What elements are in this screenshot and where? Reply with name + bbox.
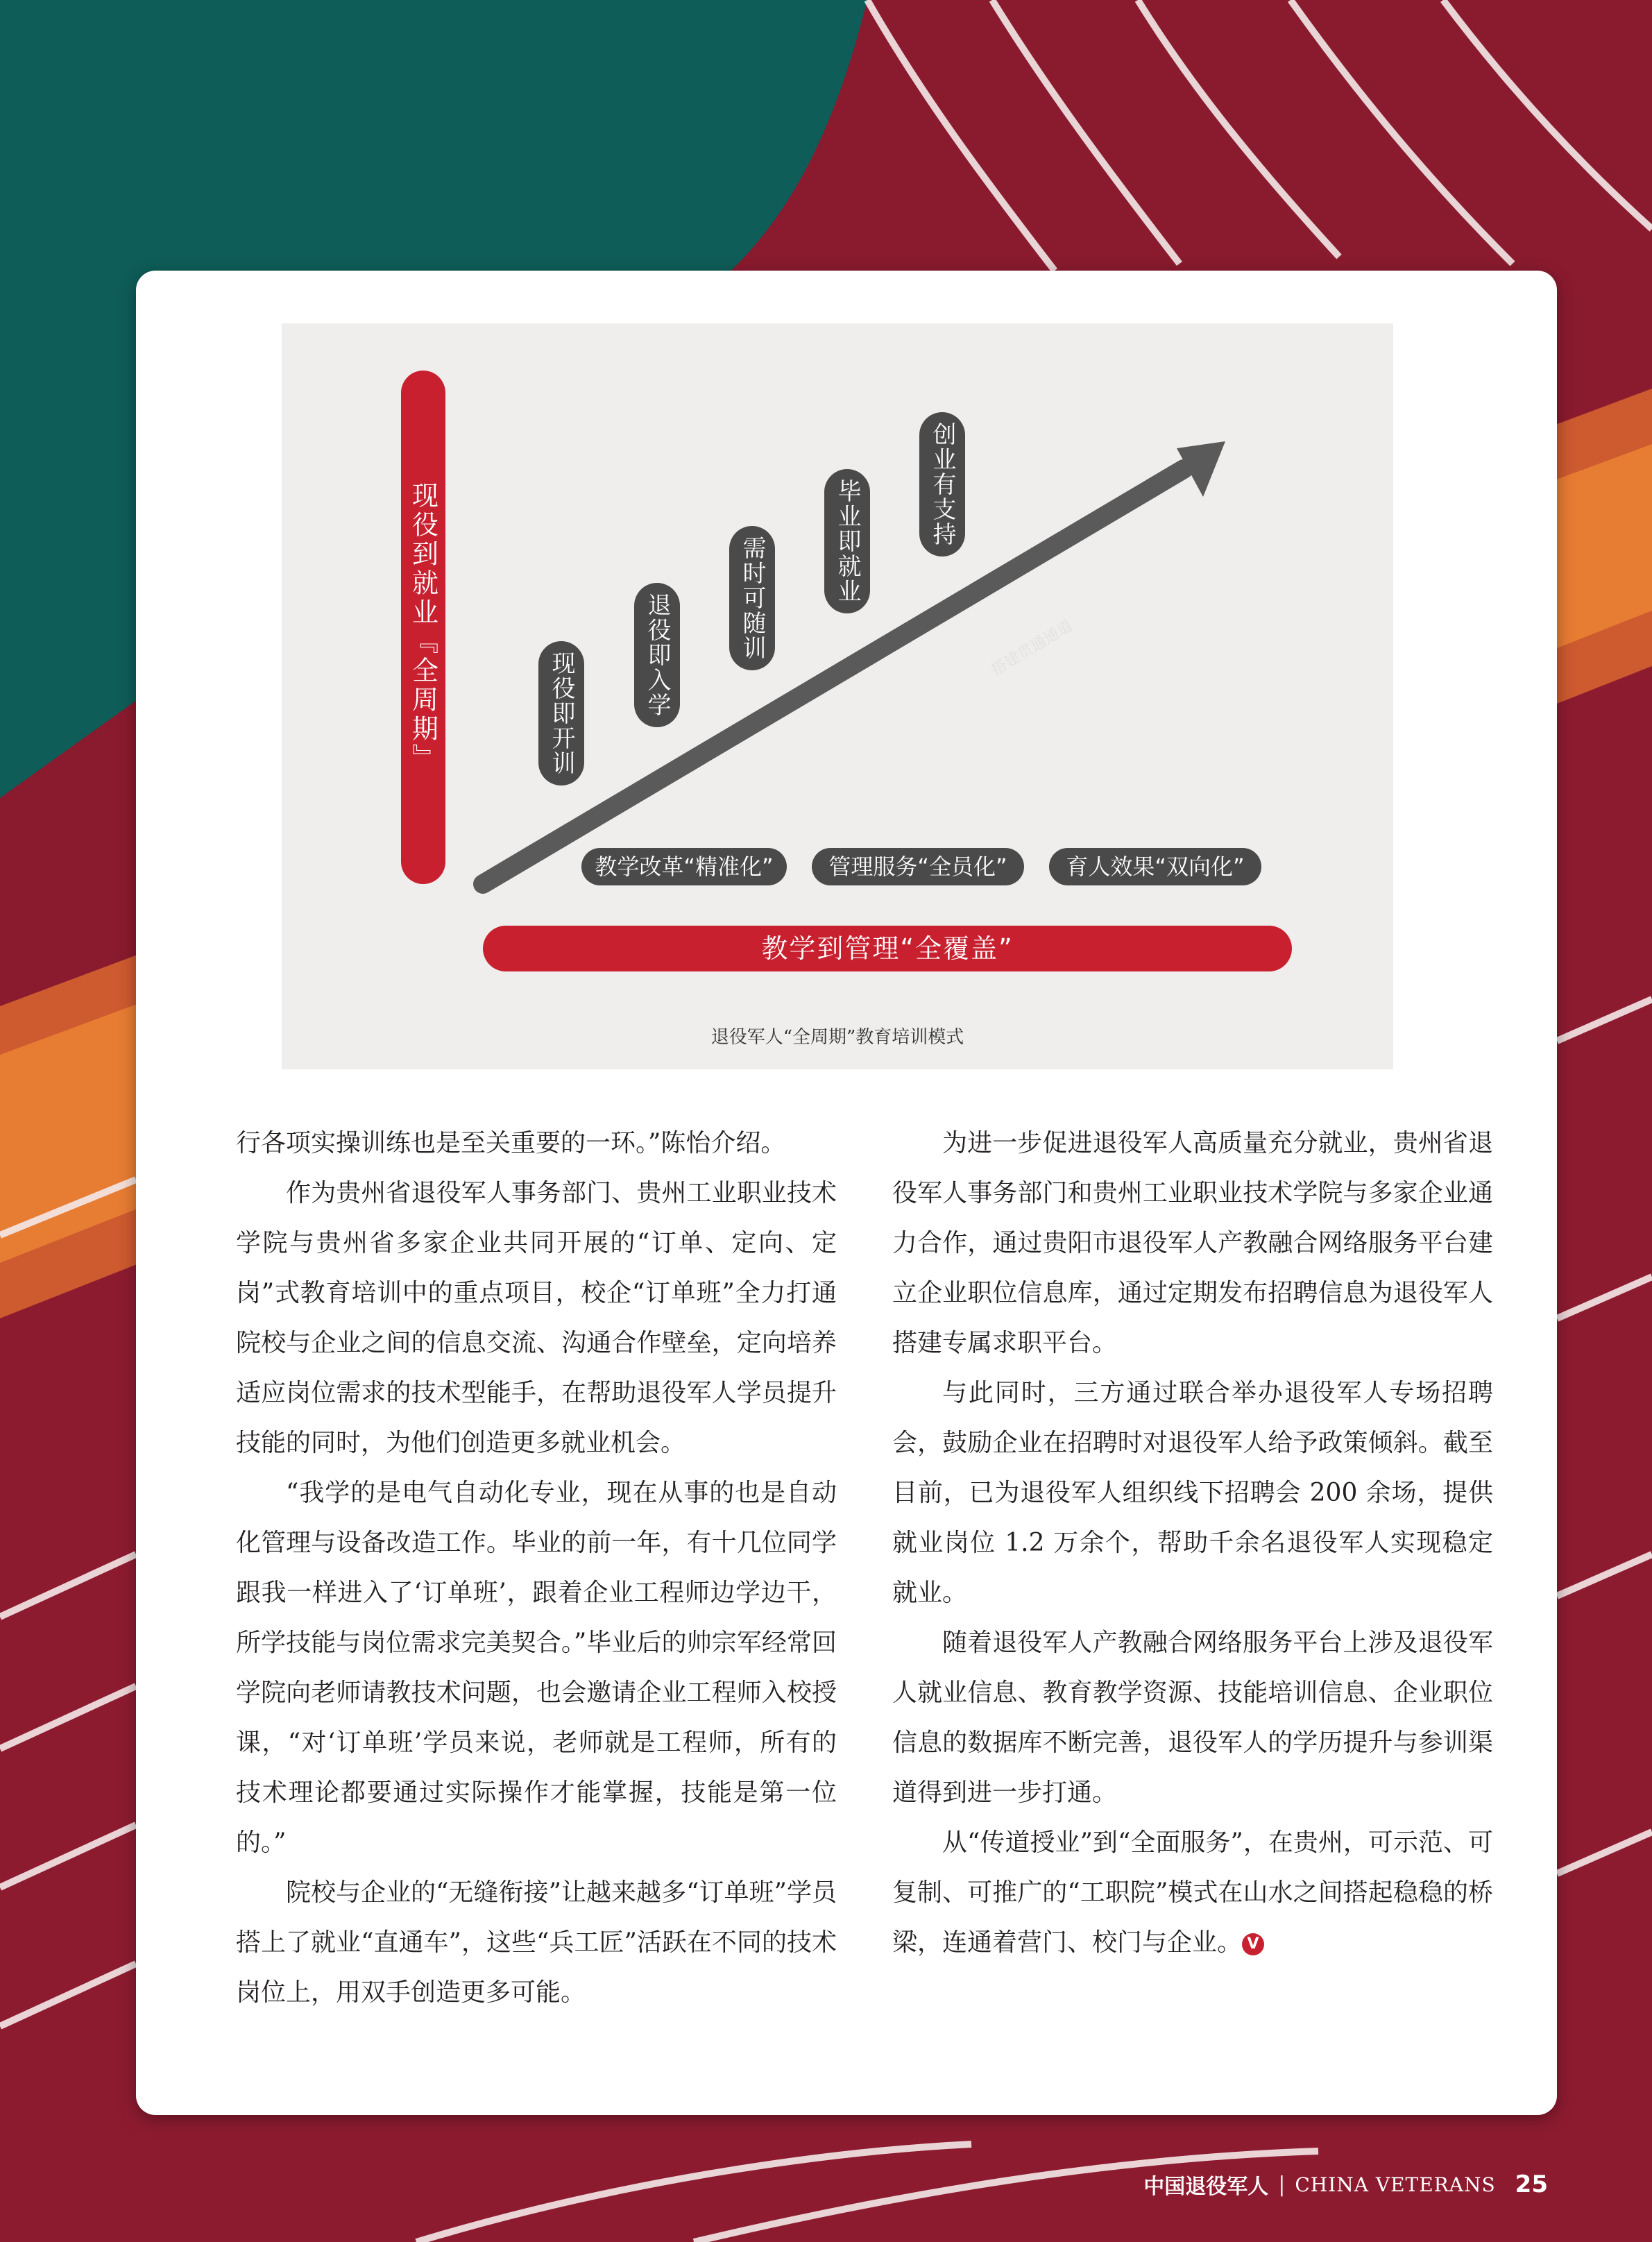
step-label: 退役即入学	[643, 593, 671, 717]
left-column	[236, 1119, 837, 2018]
teaching-reform-pill: 教学改革“精准化”	[581, 848, 787, 885]
full-cycle-label: 现役到就业『全周期』	[407, 482, 438, 773]
paragraph: 行各项实操训练也是至关重要的一环。”陈怡介绍。	[236, 1129, 786, 1157]
paragraph-text: 从“传道授业”到“全面服务”，在贵州，可示范、可复制、可推广的“工职院”模式在山水之间搭起稳稳的桥梁，连通着营门、校门与企业。	[892, 1828, 1493, 1957]
page-number: 25	[1515, 2171, 1548, 2198]
magazine-english-name: CHINA VETERANS	[1295, 2173, 1496, 2196]
paragraph: 为进一步促进退役军人高质量充分就业，贵州省退役军人事务部门和贵州工业职业技术学院与多家企业通力合作，通过贵阳市退役军人产教融合网络服务平台建立企业职位信息库，通过定期发布招聘信息为退役军人搭建专属求职平台。	[892, 1129, 1493, 1357]
paragraph: “我学的是电气自动化专业，现在从事的也是自动化管理与设备改造工作。毕业的前一年，有十几位同学跟我一样进入了‘订单班’，跟着企业工程师边学边干，所学技能与岗位需求完美契合。”毕业后的帅宗军经常回学院向老师请教技术问题，也会邀请企业工程师入校授课，“对‘订单班’学员来说，老师就是工程师，所有的技术理论都要通过实际操作才能掌握，技能是第一位的。”	[236, 1479, 837, 1857]
step-label: 创业有支持	[928, 422, 956, 547]
diagram-caption: 退役军人“全周期”教育培训模式	[710, 1027, 964, 1048]
arrow-label: 搭建贯通通道	[988, 617, 1076, 679]
step-label: 需时可随训	[738, 536, 766, 661]
paragraph: 与此同时，三方通过联合举办退役军人专场招聘会，鼓励企业在招聘时对退役军人给予政策倾斜。截至目前，已为退役军人组织线下招聘会 200 余场，提供就业岗位 1.2 万余个，帮助千余名退役军人实现稳定就业。	[892, 1379, 1493, 1607]
step-pill-3	[729, 526, 775, 670]
full-coverage-bar: 教学到管理“全覆盖”	[483, 926, 1292, 971]
paragraph: 院校与企业的“无缝衔接”让越来越多“订单班”学员搭上了就业“直通车”，这些“兵工匠”活跃在不同的技术岗位上，用双手创造更多可能。	[236, 1878, 837, 2007]
step-pill-2	[634, 583, 680, 727]
step-pill-4	[824, 469, 870, 613]
step-label: 毕业即就业	[833, 479, 861, 604]
education-effect-pill: 育人效果“双向化”	[1049, 848, 1261, 885]
step-label: 现役即开训	[547, 651, 575, 776]
magazine-brand: 中国退役军人	[1143, 2175, 1269, 2199]
paragraph: 随着退役军人产教融合网络服务平台上涉及退役军人就业信息、教育教学资源、技能培训信息、企业职位信息的数据库不断完善，退役军人的学历提升与参训渠道得到进一步打通。	[892, 1629, 1493, 1807]
end-mark-icon: V	[1242, 1933, 1264, 1955]
paragraph: 作为贵州省退役军人事务部门、贵州工业职业技术学院与贵州省多家企业共同开展的“订单、定向、定岗”式教育培训中的重点项目，校企“订单班”全力打通院校与企业之间的信息交流、沟通合作壁垒，定向培养适应岗位需求的技术型能手，在帮助退役军人学员提升技能的同时，为他们创造更多就业机会。	[236, 1179, 837, 1457]
step-pill-5	[919, 412, 965, 557]
training-model-diagram	[282, 323, 1393, 1069]
full-cycle-bar	[401, 371, 445, 884]
paragraph-last	[892, 1818, 1493, 1968]
page-footer	[1143, 2169, 1548, 2200]
management-service-pill: 管理服务“全员化”	[812, 848, 1024, 885]
footer-separator: |	[1278, 2172, 1286, 2197]
right-column	[892, 1119, 1493, 1968]
step-pill-1	[538, 641, 584, 785]
article-card	[136, 271, 1557, 2115]
